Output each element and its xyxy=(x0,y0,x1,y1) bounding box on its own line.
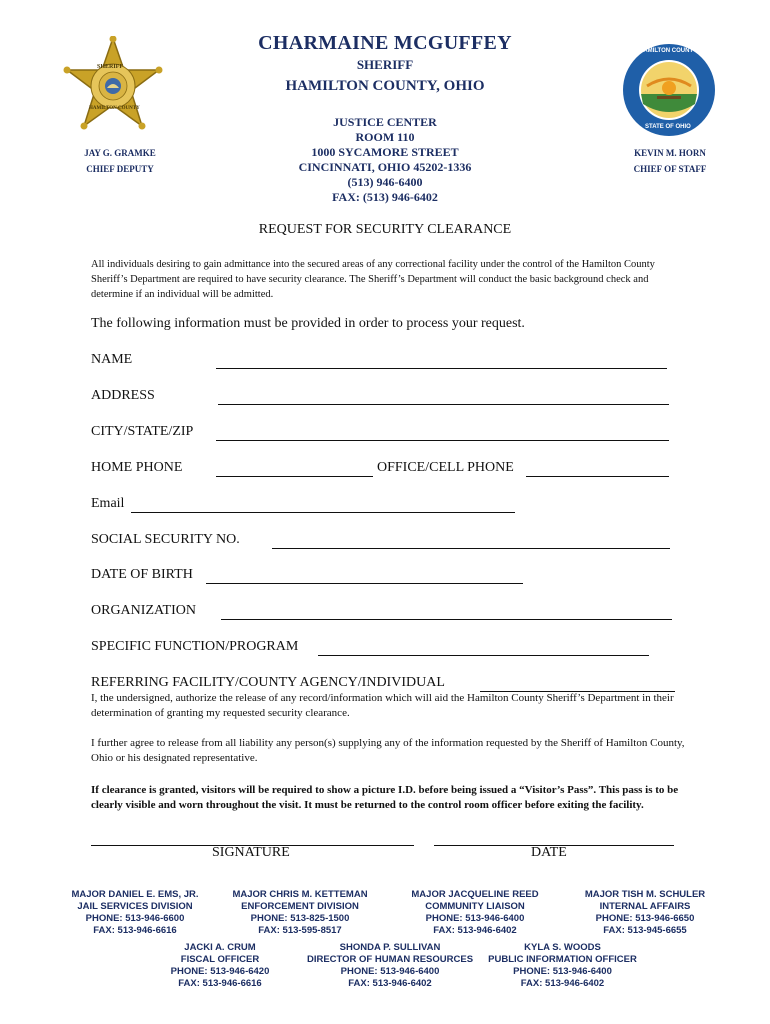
staff-title: COMMUNITY LIAISON xyxy=(425,901,525,912)
city-state-zip-label: CITY/STATE/ZIP xyxy=(91,424,194,439)
function-label: SPECIFIC FUNCTION/PROGRAM xyxy=(91,639,299,654)
staff-contact xyxy=(60,889,210,937)
address-line: FAX: (513) 946-6402 xyxy=(332,190,438,204)
ssn-field[interactable] xyxy=(272,533,670,549)
staff-contact xyxy=(225,889,375,937)
badge-text-county: HAMILTON COUNTY xyxy=(89,106,140,111)
staff-contact xyxy=(570,889,720,937)
ssn-label: SOCIAL SECURITY NO. xyxy=(91,532,240,547)
intro-paragraph: All individuals desiring to gain admittance into the secured areas of any correctional facility under the control of the Hamilton County Sheriff’s Department are required to have security clearance. The Sheriff’s Department will conduct the basic background check and determine if an individual will be admitted. xyxy=(91,259,655,300)
staff-phone: PHONE: 513-946-6600 xyxy=(85,913,185,924)
staff-contact xyxy=(145,942,295,990)
staff-name: JACKI A. CRUM xyxy=(184,942,256,953)
staff-phone: PHONE: 513-946-6400 xyxy=(513,966,612,977)
address-field[interactable] xyxy=(218,389,669,405)
staff-contact xyxy=(480,942,645,990)
staff-name: MAJOR JACQUELINE REED xyxy=(411,889,539,900)
staff-title: ENFORCEMENT DIVISION xyxy=(241,901,359,912)
chief-of-staff-name: KEVIN M. HORN xyxy=(634,148,706,158)
instruction-line: The following information must be provided in order to process your request. xyxy=(91,316,525,331)
county-name: HAMILTON COUNTY, OHIO xyxy=(285,78,485,94)
dob-field[interactable] xyxy=(206,568,523,584)
organization-label: ORGANIZATION xyxy=(91,603,196,618)
staff-fax: FAX: 513-595-8517 xyxy=(258,925,342,936)
staff-fax: FAX: 513-946-6616 xyxy=(93,925,177,936)
name-field[interactable] xyxy=(216,353,667,369)
office-address xyxy=(250,115,520,205)
staff-contact xyxy=(400,889,550,937)
seal-text-top: HAMILTON COUNTY xyxy=(639,48,698,54)
email-label: Email xyxy=(91,496,125,511)
release-paragraph: I further agree to release from all liability any person(s) supplying any of the information requested by the Sheriff of Hamilton County, Ohio or his designated representative. xyxy=(91,737,685,764)
function-field[interactable] xyxy=(318,640,649,656)
seal-text-bottom: STATE OF OHIO xyxy=(645,124,691,130)
staff-name: MAJOR TISH M. SCHULER xyxy=(584,889,706,900)
email-field[interactable] xyxy=(131,497,515,513)
dob-label: DATE OF BIRTH xyxy=(91,567,193,582)
organization-field[interactable] xyxy=(221,604,672,620)
address-line: CINCINNATI, OHIO 45202-1336 xyxy=(298,160,472,174)
home-phone-field[interactable] xyxy=(216,461,373,477)
staff-title: DIRECTOR OF HUMAN RESOURCES xyxy=(306,954,474,965)
staff-fax: FAX: 513-946-6402 xyxy=(433,925,517,936)
badge-text-sheriff: SHERIFF xyxy=(97,64,124,70)
staff-phone: PHONE: 513-946-6420 xyxy=(170,966,270,977)
chief-of-staff-title: CHIEF OF STAFF xyxy=(633,164,707,174)
form-title: REQUEST FOR SECURITY CLEARANCE xyxy=(258,222,512,237)
staff-title: PUBLIC INFORMATION OFFICER xyxy=(488,954,637,965)
referring-field[interactable] xyxy=(480,676,675,692)
date-field[interactable] xyxy=(434,830,674,846)
date-label: DATE xyxy=(531,845,567,860)
staff-title: JAIL SERVICES DIVISION xyxy=(77,901,193,912)
office-phone-label: OFFICE/CELL PHONE xyxy=(377,460,514,475)
staff-phone: PHONE: 513-946-6650 xyxy=(595,913,695,924)
name-label: NAME xyxy=(91,352,133,367)
staff-phone: PHONE: 513-946-6400 xyxy=(425,913,525,924)
staff-title: INTERNAL AFFAIRS xyxy=(599,901,691,912)
chief-deputy-title: CHIEF DEPUTY xyxy=(86,164,154,174)
chief-deputy-name: JAY G. GRAMKE xyxy=(84,148,156,158)
city-state-zip-field[interactable] xyxy=(216,425,669,441)
staff-name: MAJOR CHRIS M. KETTEMAN xyxy=(232,889,368,900)
chief-of-staff-block xyxy=(620,145,720,177)
address-line: (513) 946-6400 xyxy=(347,175,423,189)
address-line: JUSTICE CENTER xyxy=(333,115,437,129)
staff-name: MAJOR DANIEL E. EMS, JR. xyxy=(71,889,199,900)
staff-phone: PHONE: 513-825-1500 xyxy=(250,913,350,924)
staff-title: FISCAL OFFICER xyxy=(180,954,260,965)
chief-deputy-block xyxy=(70,145,170,177)
staff-fax: FAX: 513-945-6655 xyxy=(603,925,687,936)
address-line: ROOM 110 xyxy=(355,130,415,144)
home-phone-label: HOME PHONE xyxy=(91,460,183,475)
office-phone-field[interactable] xyxy=(526,461,669,477)
sheriff-title: SHERIFF xyxy=(356,57,414,72)
referring-label: REFERRING FACILITY/COUNTY AGENCY/INDIVIDUAL xyxy=(91,675,445,690)
signature-field[interactable] xyxy=(91,830,414,846)
staff-fax: FAX: 513-946-6402 xyxy=(348,978,432,989)
staff-fax: FAX: 513-946-6402 xyxy=(520,978,605,989)
address-label: ADDRESS xyxy=(91,388,155,403)
address-line: 1000 SYCAMORE STREET xyxy=(311,145,459,159)
staff-name: SHONDA P. SULLIVAN xyxy=(339,942,441,953)
staff-fax: FAX: 513-946-6616 xyxy=(178,978,262,989)
authorization-paragraph: I, the undersigned, authorize the release of any record/information which will aid the Hamilton County Sheriff’s Department in their determination of granting my requested security clearance. xyxy=(91,692,674,719)
staff-phone: PHONE: 513-946-6400 xyxy=(340,966,440,977)
visitor-pass-notice: If clearance is granted, visitors will be required to show a picture I.D. before being issued a “Visitor’s Pass”. This pass is to be clearly visible and worn throughout the visit. It must be returned to the control room officer before exiting the facility. xyxy=(91,784,679,811)
sheriff-name: CHARMAINE MCGUFFEY xyxy=(258,32,512,54)
signature-label: SIGNATURE xyxy=(212,845,290,860)
staff-contact xyxy=(305,942,475,990)
staff-name: KYLA S. WOODS xyxy=(524,942,601,953)
